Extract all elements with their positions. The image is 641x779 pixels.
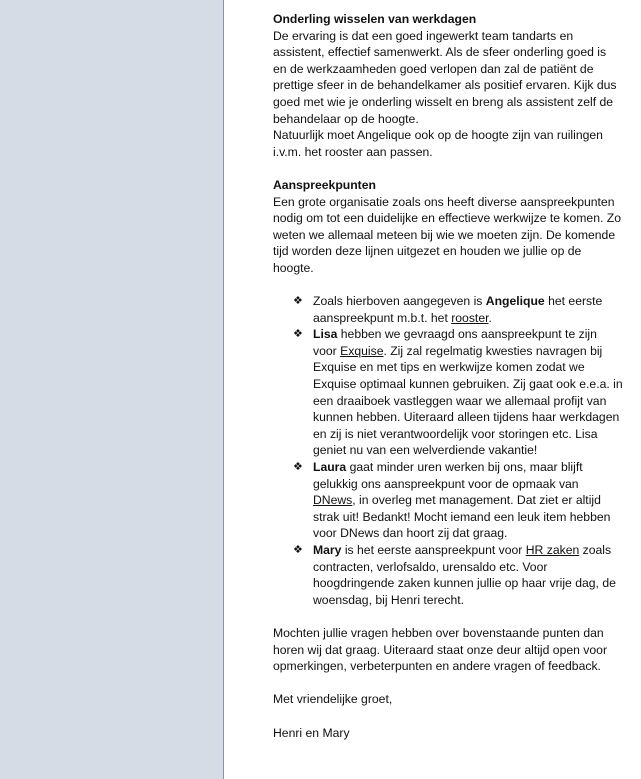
contact-name: Laura <box>313 460 347 475</box>
diamond-bullet-icon: ❖ <box>293 461 303 474</box>
contact-name: Mary <box>313 543 342 557</box>
paragraph-werkdagen: De ervaring is dat een goed ingewerkt team tandarts en assistent, effectief samenwerkt. Als de sfeer onderling goed is en de werkzaamheden goed verlopen dan zal de patiënt de prettige sfeer in de behandelkamer als positief ervaren. Kijk dus goed met wie je onderling wisselt en breng als assistent zelf de behandelaar op de hoogte. <box>273 28 617 126</box>
diamond-bullet-icon: ❖ <box>293 295 303 308</box>
topic-link[interactable]: HR zaken <box>525 543 580 557</box>
signature: Henri en Mary <box>273 725 350 740</box>
closing-paragraph: Mochten jullie vragen hebben over bovenstaande punten dan horen wij dat graag. Uiteraard staat onze deur altijd open voor opmerkingen, verbeterpunten en andere vragen of feedback. <box>273 625 608 674</box>
topic-link[interactable]: Exquise <box>340 343 384 358</box>
contact-name: Lisa <box>313 327 338 342</box>
contact-name: Angelique <box>485 294 545 309</box>
list-item: ❖ Zoals hierboven aangegeven is Angelique het eerste aanspreekpunt m.b.t. het rooster. <box>293 294 603 325</box>
greeting: Met vriendelijke groet, <box>273 692 393 707</box>
diamond-bullet-icon: ❖ <box>293 328 303 341</box>
list-item: ❖ Laura gaat minder uren werken bij ons, maar blijft gelukkig ons aanspreekpunt voor de opmaak van DNews, in overleg met management. Dat ziet er altijd strak uit! Bedankt! Mocht iemand een leuk item hebben voor DNews dan hoort zij dat graag. <box>293 460 611 541</box>
document-body <box>273 11 623 741</box>
section-heading-werkdagen: Onderling wisselen van werkdagen <box>273 12 477 26</box>
paragraph-aanspreekpunten-intro: Een grote organisatie zoals ons heeft diverse aanspreekpunten nodig om tot een duidelijke en effectieve werkwijze te komen. Zo weten we allemaal meteen bij wie we moeten zijn. De komende tijd worden deze lijnen uitgezet en houden we jullie op de hoogte. <box>273 194 621 275</box>
diamond-bullet-icon: ❖ <box>293 544 303 556</box>
list-item: ❖ Mary is het eerste aanspreekpunt voor HR zaken zoals contracten, verlofsaldo, urensaldo etc. Voor hoogdringende zaken kunnen jullie op haar vrije dag, de woensdag, bij Henri terecht. <box>293 543 616 607</box>
topic-link[interactable]: DNews <box>313 493 353 508</box>
contact-list <box>273 293 623 608</box>
topic-link[interactable]: rooster <box>451 310 489 325</box>
paragraph-rooster: Natuurlijk moet Angelique ook op de hoogte zijn van ruilingen i.v.m. het rooster aan passen. <box>273 128 603 159</box>
left-sidebar-panel <box>0 0 224 779</box>
list-item: ❖ Lisa hebben we gevraagd ons aanspreekpunt te zijn voor Exquise. Zij zal regelmatig kwesties navragen bij Exquise en met tips en werkwijze komen zodat we Exquise optimaal kunnen gebruiken. Zij gaat ook e.e.a. in een draaiboek vastleggen waar we allemaal profijt van kunnen hebben. Uiteraard alleen tijdens haar werkdagen en zij is niet verantwoordelijk voor storingen etc. Lisa geniet nu van een welverdiende vakantie! <box>293 327 623 458</box>
section-heading-aanspreekpunten: Aanspreekpunten <box>273 177 376 192</box>
